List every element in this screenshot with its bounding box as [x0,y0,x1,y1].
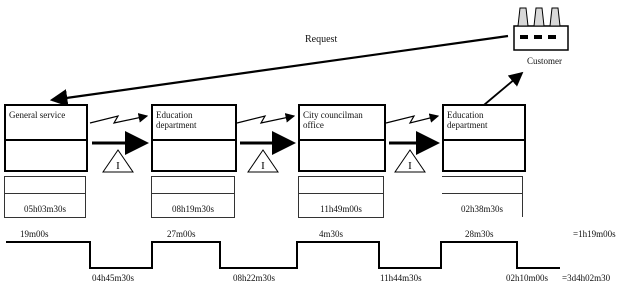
process-name: Education department [447,110,488,130]
inventory-triangle-icon [248,150,278,172]
inventory-triangle-icon [395,150,425,172]
factory-icon [512,2,572,52]
customer-label: Customer [527,56,562,66]
inventory-marker: I [408,160,412,172]
process-time: 02h38m30s [460,204,503,214]
process-time: 11h49m00s [320,204,362,214]
info-flow-arrow [237,116,294,123]
process-data-box [298,176,384,218]
inventory-triangle-icon [103,150,133,172]
process-time: 08h19m30s [171,204,214,214]
inventory-marker: I [261,160,265,172]
process-box-education-department[interactable] [151,104,237,172]
info-flow-arrow [386,116,438,123]
process-box-city-councilman-office[interactable] [298,104,386,172]
process-box-education-department-2[interactable] [442,104,526,172]
timeline-value-added: 27m00s [167,229,196,239]
timeline-waiting: 11h44m30s [380,273,422,283]
process-name: General service [9,110,66,120]
process-data-box [4,176,86,218]
process-data-box [151,176,235,218]
timeline-value-added: 4m30s [319,229,344,239]
timeline-value-added: 28m30s [465,229,494,239]
info-flow-arrow [90,116,147,123]
inventory-marker: I [116,160,120,172]
timeline-waiting: 02h10m00s [506,273,549,283]
timeline-ladder [6,242,560,268]
process-name: Education department [156,110,197,130]
process-time: 05h03m30s [23,204,66,214]
timeline-waiting: 08h22m30s [233,273,276,283]
timeline-value-added: 19m00s [20,229,49,239]
process-box-general-service[interactable] [4,104,88,172]
process-data-box [442,176,523,217]
timeline-waiting: 04h45m30s [92,273,135,283]
process-name: City councilman office [303,110,363,130]
timeline-total-waiting: =3d4h02m30 [562,273,611,283]
timeline-total-value-added: =1h19m00s [573,229,616,239]
request-label: Request [305,34,338,45]
request-arrow [52,36,508,100]
